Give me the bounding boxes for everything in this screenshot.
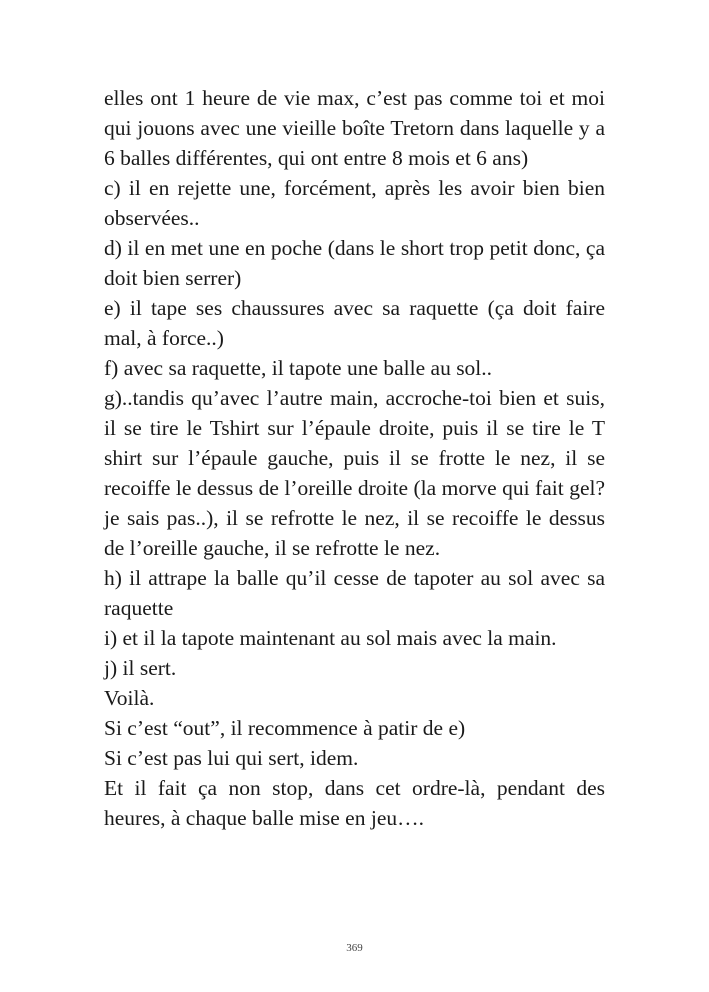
- paragraph: i) et il la tapote maintenant au sol mais avec la main.: [104, 626, 557, 650]
- body-text: [104, 83, 605, 833]
- paragraph: Voilà.: [104, 686, 155, 710]
- paragraph: Et il fait ça non stop, dans cet ordre-là, pendant des heures, à chaque balle mise en jeu….: [104, 776, 605, 830]
- paragraph: g)..tandis qu’avec l’autre main, accroche-toi bien et suis, il se tire le Tshirt sur l’épaule droite, puis il se tire le T shirt sur l’épaule gauche, puis il se frotte le nez, il se recoiffe le dessus de l’oreille droite (la morve qui fait gel? je sais pas..), il se refrotte le nez, il se recoiffe le dessus de l’oreille gauche, il se refrotte le nez.: [104, 386, 605, 560]
- paragraph: f) avec sa raquette, il tapote une balle au sol..: [104, 356, 493, 380]
- paragraph: h) il attrape la balle qu’il cesse de tapoter au sol avec sa raquette: [104, 566, 605, 620]
- paragraph: d) il en met une en poche (dans le short trop petit donc, ça doit bien serrer): [104, 236, 605, 290]
- paragraph: Si c’est “out”, il recommence à patir de e): [104, 716, 466, 740]
- paragraph: elles ont 1 heure de vie max, c’est pas comme toi et moi qui jouons avec une vieille boîte Tretorn dans laquelle y a 6 balles différentes, qui ont entre 8 mois et 6 ans): [104, 86, 605, 170]
- paragraph: c) il en rejette une, forcément, après les avoir bien bien observées..: [104, 176, 605, 230]
- paragraph: j) il sert.: [104, 656, 177, 680]
- paragraph: e) il tape ses chaussures avec sa raquette (ça doit faire mal, à force..): [104, 296, 605, 350]
- page-number: 369: [346, 942, 363, 954]
- paragraph: Si c’est pas lui qui sert, idem.: [104, 746, 359, 770]
